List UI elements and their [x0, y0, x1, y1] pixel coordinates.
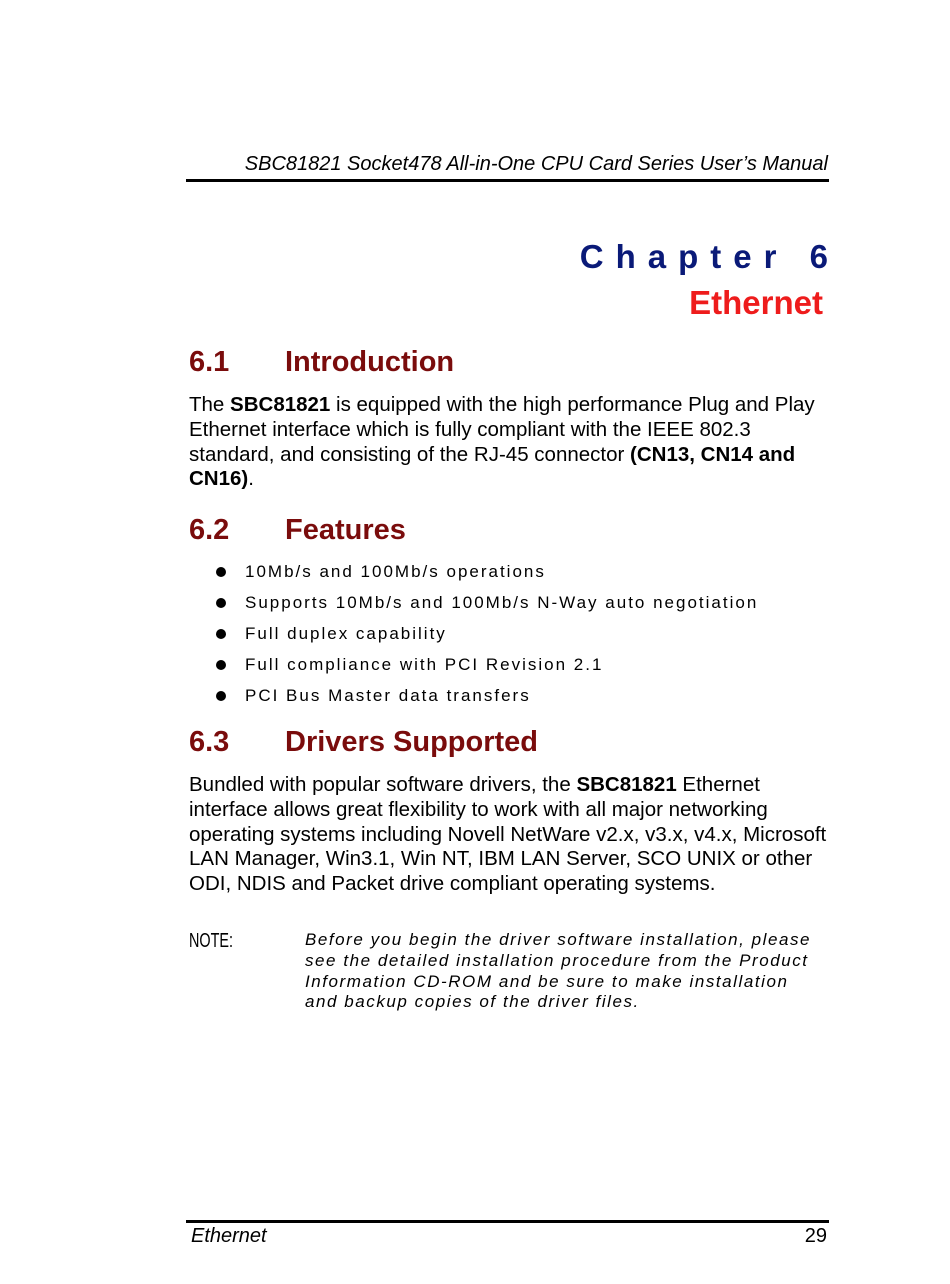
intro-text: .	[248, 467, 254, 491]
bullet-icon	[216, 598, 226, 608]
chapter-label: Chapter 6	[579, 238, 840, 275]
connector-list: (CN13, CN14 and CN16)	[189, 442, 796, 491]
drivers-text: Ethernet interface allows great flexibility to work with all major networking operating systems including Novell NetWare v2.x, v3.x, v4.x, Microsoft LAN Manager, Win3.1, Win NT, IBM LAN Server, SCO UNIX or other ODI, NDIS and Packet drive compliant operating systems.	[189, 773, 827, 896]
list-item	[216, 680, 758, 711]
section-title: Drivers Supported	[285, 726, 538, 758]
section-number: 6.3	[189, 726, 230, 758]
page-number: 29	[804, 1225, 827, 1247]
product-name: SBC81821	[576, 773, 677, 796]
header-rule	[186, 179, 829, 182]
product-name: SBC81821	[230, 393, 331, 416]
features-list	[216, 556, 758, 711]
bullet-icon	[216, 567, 226, 577]
drivers-paragraph	[189, 773, 829, 897]
section-heading-features	[189, 514, 406, 547]
bullet-icon	[216, 660, 226, 670]
note-label: NOTE:	[189, 930, 234, 952]
feature-text: 10Mb/s and 100Mb/s operations	[245, 561, 546, 581]
bullet-icon	[216, 691, 226, 701]
feature-text: PCI Bus Master data transfers	[245, 685, 531, 705]
section-heading-introduction	[189, 346, 454, 379]
intro-text: is equipped with the high performance Plug and Play Ethernet interface which is fully compliant with the IEEE 802.3 standard, and consisting of the RJ-45 connector	[189, 393, 815, 466]
section-title: Introduction	[285, 346, 455, 378]
feature-text: Full compliance with PCI Revision 2.1	[245, 654, 604, 674]
intro-text: The	[189, 393, 231, 416]
section-number: 6.1	[189, 346, 230, 378]
note-text: Before you begin the driver software installation, please see the detailed installation procedure from the Product Information CD-ROM and be sure to make installation and backup copies of the driver files.	[305, 930, 812, 1012]
chapter-title: Ethernet	[689, 284, 823, 321]
section-title: Features	[285, 514, 406, 546]
list-item	[216, 618, 758, 649]
feature-text: Supports 10Mb/s and 100Mb/s N-Way auto negotiation	[245, 592, 759, 612]
drivers-text: Bundled with popular software drivers, the	[189, 773, 577, 796]
footer-rule	[186, 1220, 829, 1223]
section-heading-drivers	[189, 726, 538, 759]
list-item	[216, 649, 758, 680]
footer-section: Ethernet	[191, 1225, 267, 1247]
manual-title: SBC81821 Socket478 All-in-One CPU Card Series User’s Manual	[244, 153, 828, 175]
section-number: 6.2	[189, 514, 230, 546]
feature-text: Full duplex capability	[245, 623, 447, 643]
intro-paragraph	[189, 393, 829, 492]
bullet-icon	[216, 629, 226, 639]
list-item	[216, 556, 758, 587]
list-item	[216, 587, 758, 618]
